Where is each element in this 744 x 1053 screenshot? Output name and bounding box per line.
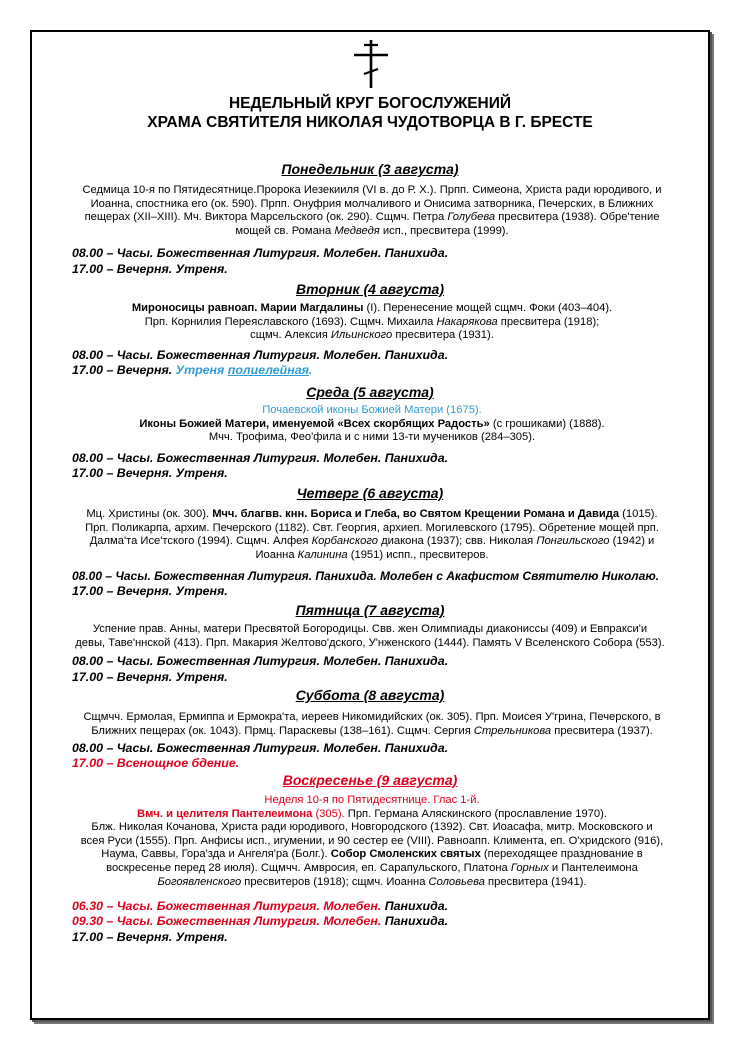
- day-description-wednesday: Почаевской иконы Божией Матери (1675). Иконы Божией Матери, именуемой «Всех скорбящих Радость» (с грошиками) (1888). Мчч. Трофима, Фео'фила и с ними 13-ти мучеников (284–305).: [139, 404, 605, 444]
- service-line: 17.00 – Вечерня. Утреня.: [72, 262, 228, 276]
- day-heading-tuesday: Вторник (4 августа): [296, 281, 444, 297]
- day-description-friday: Успение прав. Анны, матери Пресвятой Богородицы. Свв. жен Олимпиады диакониссы (409) и Евпракси'и девы, Таве'ннской (413). Прп. Макария Желтово'дского, У'нженского (1444). Память V Вселенского Собора (553).: [75, 623, 665, 649]
- day-heading-friday: Пятница (7 августа): [295, 602, 445, 618]
- day-heading-thursday: Четверг (6 августа): [296, 485, 444, 501]
- service-line: 08.00 – Часы. Божественная Литургия. Молебен. Панихида.: [72, 348, 449, 362]
- polyeleos-link[interactable]: полиелейная: [227, 363, 309, 377]
- header-title-line2: ХРАМА СВЯТИТЕЛЯ НИКОЛАЯ ЧУДОТВОРЦА В Г. БРЕСТЕ: [147, 114, 593, 131]
- service-line: 06.30 – Часы. Божественная Литургия. Молебен. Панихида.: [72, 899, 449, 913]
- header-title-line1: НЕДЕЛЬНЫЙ КРУГ БОГОСЛУЖЕНИЙ: [228, 95, 512, 112]
- service-line: 08.00 – Часы. Божественная Литургия. Молебен. Панихида.: [72, 654, 449, 668]
- service-line: 17.00 – Вечерня. Утреня.: [72, 670, 228, 684]
- service-line: 17.00 – Вечерня. Утреня.: [72, 584, 228, 598]
- service-line: 08.00 – Часы. Божественная Литургия. Молебен. Панихида.: [72, 451, 449, 465]
- day-description-saturday: Сщмчч. Ермолая, Ермиппа и Ермокра'та, иереев Никомидийских (ок. 305). Прп. Моисея У'грина, Печерского, в Ближних пещерах (ок. 1043). Прмц. Параскевы (138–161). Сщмч. Сергия Стрельникова пресвитера (1937).: [83, 711, 661, 737]
- day-heading-monday: Понедельник (3 августа): [281, 161, 459, 177]
- service-line: 17.00 – Вечерня. Утреня полиелейная.: [72, 363, 313, 377]
- service-line: 08.00 – Часы. Божественная Литургия. Молебен. Панихида.: [72, 741, 449, 755]
- service-line: 17.00 – Вечерня. Утреня.: [72, 466, 228, 480]
- service-line: 08.00 – Часы. Божественная Литургия. Панихида. Молебен с Акафистом Святителю Николаю.: [72, 569, 660, 583]
- service-line: 17.00 – Вечерня. Утреня.: [72, 930, 228, 944]
- day-description-thursday: Мц. Христины (ок. 300). Мчч. благвв. кнн. Бориса и Глеба, во Святом Крещении Романа и Давида (1015). Прп. Поликарпа, архим. Печерского (1182). Свт. Георгия, архиеп. Могилевского (1795). Обретение мощей прп. Далма'та Исе'тского (1994). Сщмч. Алфея Корбанского диакона (1937); свв. Николая Понгильского (1942) и Иоанна Калинина (1951) испп., пресвитеров.: [85, 508, 659, 561]
- orthodox-cross-icon: [351, 38, 391, 90]
- day-heading-saturday: Суббота (8 августа): [295, 687, 445, 703]
- service-line: 08.00 – Часы. Божественная Литургия. Молебен. Панихида.: [72, 246, 449, 260]
- day-description-monday: Седмица 10-я по Пятидесятнице.Пророка Иезекииля (VI в. до Р. Х.). Прпп. Симеона, Христа ради юродивого, и Иоанна, спостника его (ок. 590). Прпп. Онуфрия молчаливого и Онисима затворника, Печерских, в Ближних пещерах (XII–XIII). Мч. Виктора Марсельского (ок. 290). Сщмч. Петра Голубева пресвитера (1938). Обре'тение мощей св. Романа Медведя исп., пресвитера (1999).: [82, 184, 662, 237]
- service-line: 17.00 – Всенощное бдение.: [72, 756, 240, 770]
- day-heading-wednesday: Среда (5 августа): [306, 384, 434, 400]
- day-heading-sunday: Воскресенье (9 августа): [282, 772, 458, 788]
- day-description-sunday: Неделя 10-я по Пятидесятнице. Глас 1-й. Вмч. и целителя Пантелеимона (305). Прп. Германа Аляскинского (прославление 1970). Блж. Николая Кочанова, Христа ради юродивого, Новгородского (1392). Свт. Иоасафа, митр. Московского и всея Руси (1555). Прп. Анфисы исп., игумении, и 90 сестер ее (VIII). Равноапп. Климента, еп. О'хридского (916), Наума, Саввы, Гора'зда и Ангеля'ра (Болг.). Собор Смоленских святых (переходящее празднование в воскресенье перед 28 июля). Сщмчч. Амвросия, еп. Сарапульского, Платона Горных и Пантелеимона Богоявленского пресвитеров (1918); сщмч. Иоанна Соловьева пресвитера (1941).: [80, 794, 664, 888]
- service-line: 09.30 – Часы. Божественная Литургия. Молебен. Панихида.: [72, 914, 449, 928]
- day-description-tuesday: Мироносицы равноап. Марии Магдалины (I). Перенесение мощей сщмч. Фоки (403–404). Прп. Корнилия Переяславского (1693). Сщмч. Михаила Накарякова пресвитера (1918); сщмч. Алексия Ильинского пресвитера (1931).: [131, 302, 613, 342]
